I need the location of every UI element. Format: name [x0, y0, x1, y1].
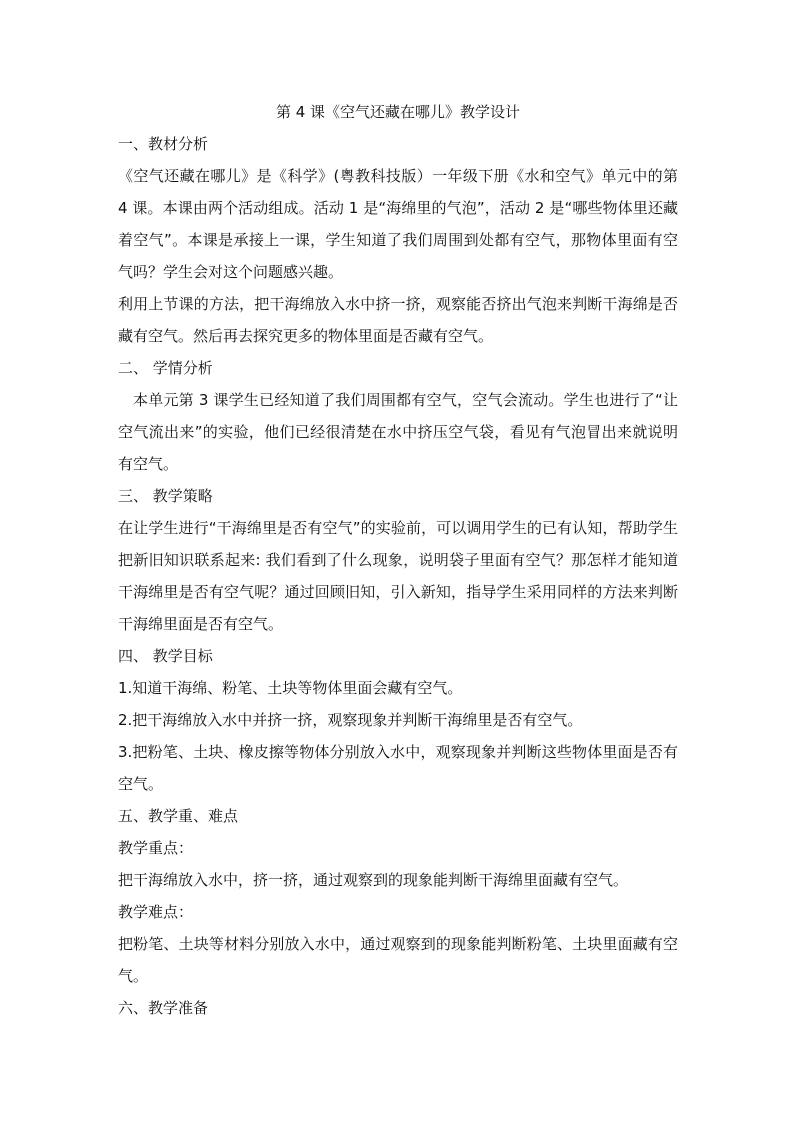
difficulty-label: 教学难点：	[118, 903, 194, 921]
section-heading-student-analysis: 二、 学情分析	[118, 359, 213, 377]
section-heading-preparation: 六、教学准备	[118, 999, 209, 1017]
section-heading-key-points: 五、教学重、难点	[118, 807, 239, 825]
difficulty-text: 把粉笔、土块等材料分别放入水中，通过观察到的现象能判断粉笔、土块里面藏有空气。	[118, 935, 678, 985]
paragraph-materials-analysis-2: 利用上节课的方法，把干海绵放入水中挤一挤，观察能否挤出气泡来判断干海绵是否藏有空气。然后再去探究更多的物体里面是否藏有空气。	[118, 295, 678, 345]
paragraph-materials-analysis-1: 《空气还藏在哪儿》是《科学》(粤教科技版）一年级下册《水和空气》单元中的第 4 课。本课由两个活动组成。活动 1 是“海绵里的气泡”，活动 2 是“哪些物体里还藏着空气”。本课是承接上一课，学生知道了我们周围到处都有空气，那物体里面有空气吗？学生会对这个问题感兴趣。	[118, 167, 678, 281]
document-title: 第 4 课《空气还藏在哪儿》教学设计	[275, 103, 521, 121]
document-page	[118, 96, 678, 1024]
goal-item-2: 2.把干海绵放入水中并挤一挤，观察现象并判断干海绵里是否有空气。	[118, 711, 583, 729]
paragraph-teaching-strategy: 在让学生进行“干海绵里是否有空气”的实验前，可以调用学生的已有认知，帮助学生把新旧知识联系起来: 我们看到了什么现象，说明袋子里面有空气？那怎样才能知道干海绵里是否有空气呢？通过回顾旧知，引入新知，指导学生采用同样的方法来判断干海绵里面是否有空气。	[118, 519, 678, 633]
key-point-label: 教学重点：	[118, 839, 194, 857]
section-heading-teaching-strategy: 三、 教学策略	[118, 487, 213, 505]
goal-item-1: 1.知道干海绵、粉笔、土块等物体里面会藏有空气。	[118, 679, 463, 697]
goal-item-3: 3.把粉笔、土块、橡皮擦等物体分别放入水中，观察现象并判断这些物体里面是否有空气。	[118, 743, 678, 793]
section-heading-teaching-goals: 四、 教学目标	[118, 647, 213, 665]
section-heading-materials-analysis: 一、教材分析	[118, 135, 209, 153]
paragraph-student-analysis: 本单元第 3 课学生已经知道了我们周围都有空气，空气会流动。学生也进行了“让空气流出来”的实验，他们已经很清楚在水中挤压空气袋，看见有气泡冒出来就说明有空气。	[118, 391, 678, 473]
key-point-text: 把干海绵放入水中，挤一挤，通过观察到的现象能判断干海绵里面藏有空气。	[118, 871, 629, 889]
